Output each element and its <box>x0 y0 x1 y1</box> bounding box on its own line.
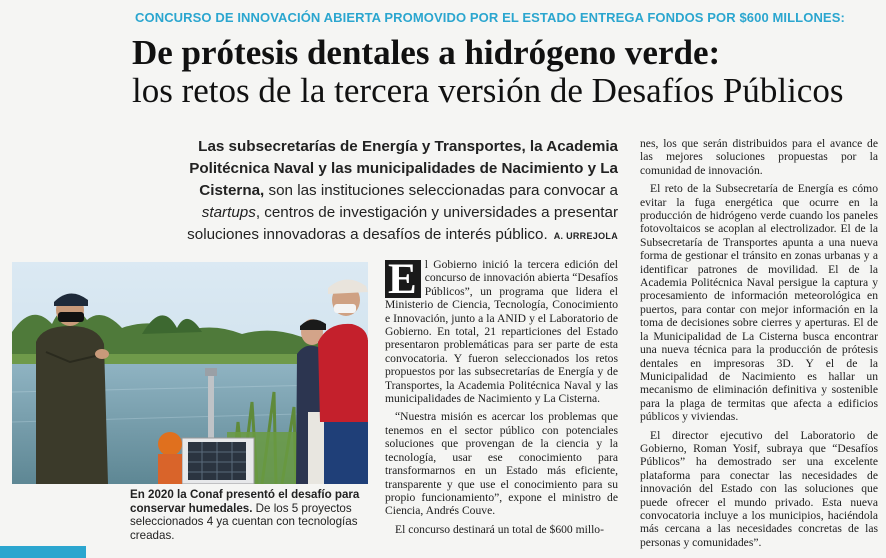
paragraph-2: “Nuestra misión es acercar los problemas que tenemos en el sector público con potenciales soluciones que provengan de la ciencia y la tecnología, usar ese conocimiento para transformarnos en un Estado más eficiente, transparente y que use el conocimiento para su propio funcionamiento”, expone el ministro de Ciencia, Andrés Couve. <box>385 410 618 518</box>
article-photo <box>12 262 368 484</box>
photo-caption <box>130 488 375 542</box>
byline: A. URREJOLA <box>553 231 618 241</box>
drop-cap: E <box>385 260 421 298</box>
paragraph-1-text: l Gobierno inició la tercera edición del concurso de innovación abierta “Desafíos Públicos”, un programa que lidera el Ministerio de Ciencia, Tecnología, Conocimiento e Innovación, junto a la ANID y el Laboratorio de Gobierno. En total, 21 reparticiones del Estado presentaron problemáticas para ser parte de esta convocatoria. Y fueron seleccionados los retos propuestos por las subsecretarías de Energía y de Transportes, la Academia Politécnica Naval y las municipalidades de Nacimiento y La Cisterna. <box>385 258 618 406</box>
lead-bold: Las subsecretarías de Energía y Transportes, la Academia Politécnica Naval y las municipalidades de Nacimiento y La Cisterna, <box>189 138 618 199</box>
lead-paragraph <box>160 136 618 247</box>
article-column-2 <box>640 137 878 554</box>
headline: De prótesis dentales a hidrógeno verde: <box>132 33 721 72</box>
caption-text: De los 5 proyectos seleccionados 4 ya cuentan con tecnologías creadas. <box>130 501 358 542</box>
lead-text-2: , centros de investigación y universidades a presentar soluciones innovadoras a desafíos de interés público. <box>187 204 618 243</box>
article-column-1 <box>385 258 618 541</box>
lead-italic: startups <box>201 204 256 221</box>
paragraph-4: nes, los que serán distribuidos para el avance de las mejores soluciones propuestas por la comunidad de innovación. <box>640 137 878 177</box>
caption-bold: En 2020 la Conaf presentó el desafío para conservar humedales. <box>130 488 360 515</box>
kicker: CONCURSO DE INNOVACIÓN ABIERTA PROMOVIDO POR EL ESTADO ENTREGA FONDOS POR $600 MILLONES: <box>135 10 845 25</box>
lead-text-1: son las instituciones seleccionadas para convocar a <box>264 182 618 199</box>
accent-bar <box>0 546 86 558</box>
subheadline: los retos de la tercera versión de Desafíos Públicos <box>132 71 844 110</box>
paragraph-3: El concurso destinará un total de $600 millo- <box>395 522 604 536</box>
paragraph-5: El reto de la Subsecretaría de Energía es cómo evitar la fuga energética que ocurre en la producción de hidrógeno verde cuando los paneles fotovoltaicos se acoplan al electrolizador. El de la Subsecretaría de Transportes apunta a una nueva forma de gestionar el tránsito en zonas urbanas y a identificar patrones de movilidad. El de la Academia Politécnica Naval persigue la captura y procesamiento de información meteorológica en puertos, para contar con mejor información en la toma de decisiones sobre cierres y aperturas. El de la Municipalidad de La Cisterna busca encontrar una nueva técnica para la producción de prótesis dentales en impresoras 3D. Y el de la Municipalidad de Nacimiento es hallar un mecanismo de eliminación definitiva y sostenible para la plaga de termitas que afecta a edificios públicos y viviendas. <box>640 182 878 424</box>
photo-illustration <box>12 262 368 484</box>
paragraph-1 <box>385 258 618 405</box>
paragraph-6: El director ejecutivo del Laboratorio de Gobierno, Roman Yosif, subraya que “Desafíos Públicos” ha demostrado ser una excelente plataforma para conectar las necesidades de innovación del Estado con las soluciones que puede ofrecer el mundo privado. Esta nueva convocatoria incluye a los municipios, haciéndola más cercana a las necesidades concretas de las personas y comunidades”. <box>640 428 878 549</box>
